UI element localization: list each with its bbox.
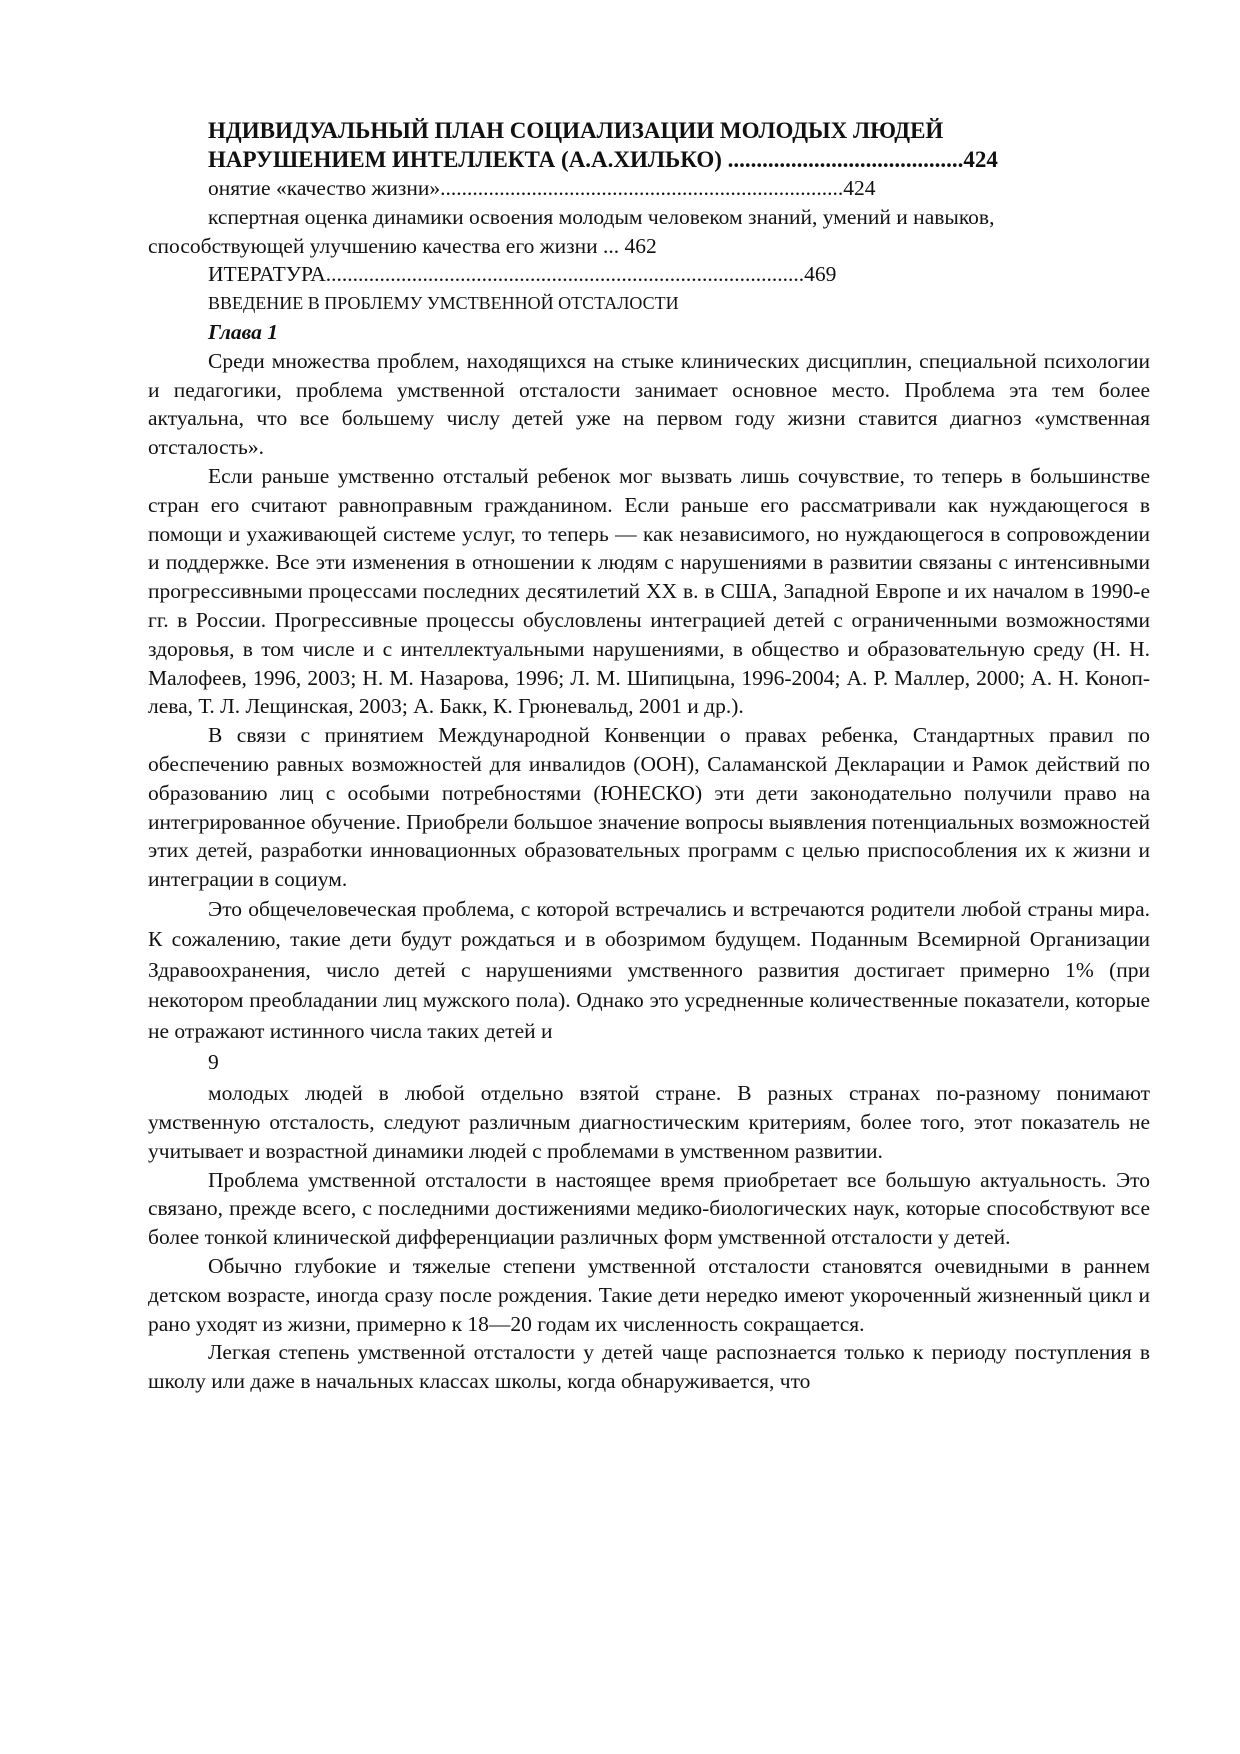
paragraph: Это общечеловеческая проблема, с которой встречались и встречаются родители любой страны мира. К сожалению, такие дети будут рождаться и в обозримом будущем. Поданным Всемирной Организации Здравоохранения, число детей с нарушениями умственного развития достигает примерно 1% (при некотором преобладании лиц мужского пола). Однако это усредненные количественные показатели, которые не отражают истинного числа таких детей и bbox=[148, 896, 1150, 1043]
paragraph: Среди множества проблем, находящихся на стыке клинических дисциплин, специальной психологии и педагогики, проблема умственной отсталости занимает основное место. Проблема эта тем более актуальна, что все большему числу детей уже на первом году жизни ставится диагноз «умственная отсталость». bbox=[148, 348, 1150, 460]
paragraph: Легкая степень умственной отсталости у детей чаще распознается только к периоду поступления в школу или даже в начальных классах школы, когда обнаруживается, что bbox=[148, 1340, 1150, 1394]
document-page bbox=[148, 116, 1150, 1396]
toc-entry: ИТЕРАТУРА.........................................................................................469 bbox=[208, 262, 837, 287]
paragraph: Обычно глубокие и тяжелые степени умственной отсталости становятся очевидными в раннем детском возрасте, иногда сразу после рождения. Такие дети нередко имеют укороченный жизненный цикл и рано уходят из жизни, примерно к 18—20 годам их численность сокращается. bbox=[148, 1254, 1150, 1336]
toc-entry-continued: способствующей улучшению качества его жизни ... 462 bbox=[148, 233, 657, 258]
page-number: 9 bbox=[208, 1050, 219, 1075]
paragraph: Если раньше умственно отсталый ребенок мог вызвать лишь сочувствие, то теперь в большинстве стран его считают равноправным гражданином. Если раньше его рассматривали как нуждающегося в помощи и ухаживающей системе услуг, то теперь — как независимого, но нуждающегося в сопровождении и поддержке. Все эти изменения в отношении к людям с нарушениями в развитии связаны с интенсивными прогрессивными процессами последних десятилетий XX в. в США, Западной Европе и их началом в 1990-е гг. в России. Прогрессивные процессы обусловлены интеграцией детей с ограниченными возможностями здоровья, в том числе и с интеллектуальными нарушениями, в общество и образовательную среду (Н. Н. Малофеев, 1996, 2003; Н. М. Назарова, 1996; Л. М. Шипицына, 1996-2004; А. Р. Маллер, 2000; А. Н. Коноп-лева, Т. Л. Лещинская, 2003; А. Бакк, К. Грюневальд, 2001 и др.). bbox=[148, 463, 1150, 719]
paragraph: молодых людей в любой отдельно взятой стране. В разных странах по-разному понимают умственную отсталость, следуют различным диагностическим критериям, более того, этот показатель не учитывает и возрастной динамики людей с проблемами в умственном развитии. bbox=[148, 1081, 1150, 1163]
toc-title-line-1: НДИВИДУАЛЬНЫЙ ПЛАН СОЦИАЛИЗАЦИИ МОЛОДЫХ ЛЮДЕЙ bbox=[208, 118, 944, 143]
section-heading: ВВЕДЕНИЕ В ПРОБЛЕМУ УМСТВЕННОЙ ОТСТАЛОСТИ bbox=[208, 293, 679, 314]
chapter-heading: Глава 1 bbox=[208, 319, 278, 344]
toc-entry: кспертная оценка динамики освоения молодым человеком знаний, умений и навыков, bbox=[208, 204, 995, 229]
toc-entry: онятие «качество жизни»...........................................................................424 bbox=[208, 176, 876, 200]
paragraph: Проблема умственной отсталости в настоящее время приобретает все большую актуальность. Это связано, прежде всего, с последними достижениями медико-биологических наук, которые способствуют все более тонкой клинической дифференциации различных форм умственной отсталости у детей. bbox=[148, 1167, 1150, 1250]
paragraph: В связи с принятием Международной Конвенции о правах ребенка, Стандартных правил по обеспечению равных возможностей для инвалидов (ООН), Саламанской Декларации и Рамок действий по образованию лиц с особыми потребностями (ЮНЕСКО) эти дети законодательно получили право на интегрированное обучение. Приобрели большое значение вопросы выявления потенциальных возможностей этих детей, разработки инновационных образовательных программ с целью приспособления их к жизни и интеграции в социум. bbox=[148, 723, 1150, 892]
toc-title-line-2: НАРУШЕНИЕМ ИНТЕЛЛЕКТА (А.А.ХИЛЬКО) .........................................424 bbox=[208, 147, 998, 172]
